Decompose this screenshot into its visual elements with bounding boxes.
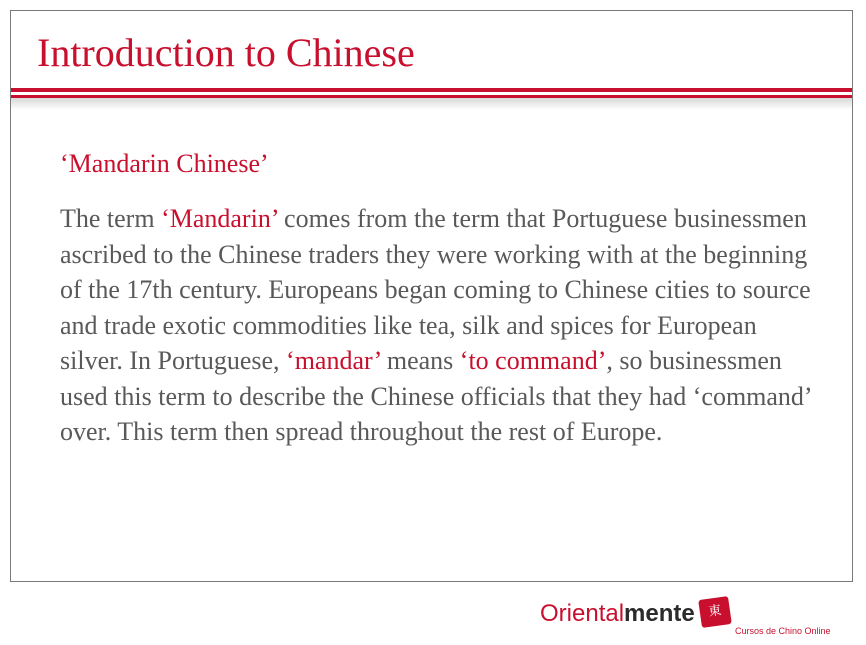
highlight-mandar: ‘mandar’	[286, 346, 381, 375]
body-text-segment: , so businessmen used this term to describe the Chinese officials that they had ‘command’ over. This term then spread throughout the rest of Europe.	[60, 346, 811, 446]
brand-tagline: Cursos de Chino Online	[735, 626, 831, 636]
brand-part1: Oriental	[540, 600, 625, 627]
body-text-segment: means	[380, 346, 460, 375]
highlight-mandarin: ‘Mandarin’	[161, 204, 278, 233]
slide-subheading: ‘Mandarin Chinese’	[60, 149, 269, 178]
brand-logo-text	[540, 600, 695, 628]
slide-title: Introduction to Chinese	[37, 30, 415, 75]
brand-part2: mente	[624, 600, 695, 627]
highlight-to-command: ‘to command’	[459, 346, 607, 375]
body-text-segment: The term	[60, 204, 162, 233]
body-text-segment: comes from the term that Portuguese businessmen ascribed to the Chinese traders they were working with at the beginning of the 17th century. Europeans began coming to Chinese cities to source and trade exotic commodities like tea, silk and spices for European silver. In Portuguese,	[60, 204, 811, 375]
body-paragraph	[60, 201, 820, 450]
slide-frame	[10, 10, 853, 582]
title-rule-top	[11, 88, 852, 92]
title-shadow	[11, 98, 852, 110]
seal-logo-icon: 東	[698, 596, 732, 628]
